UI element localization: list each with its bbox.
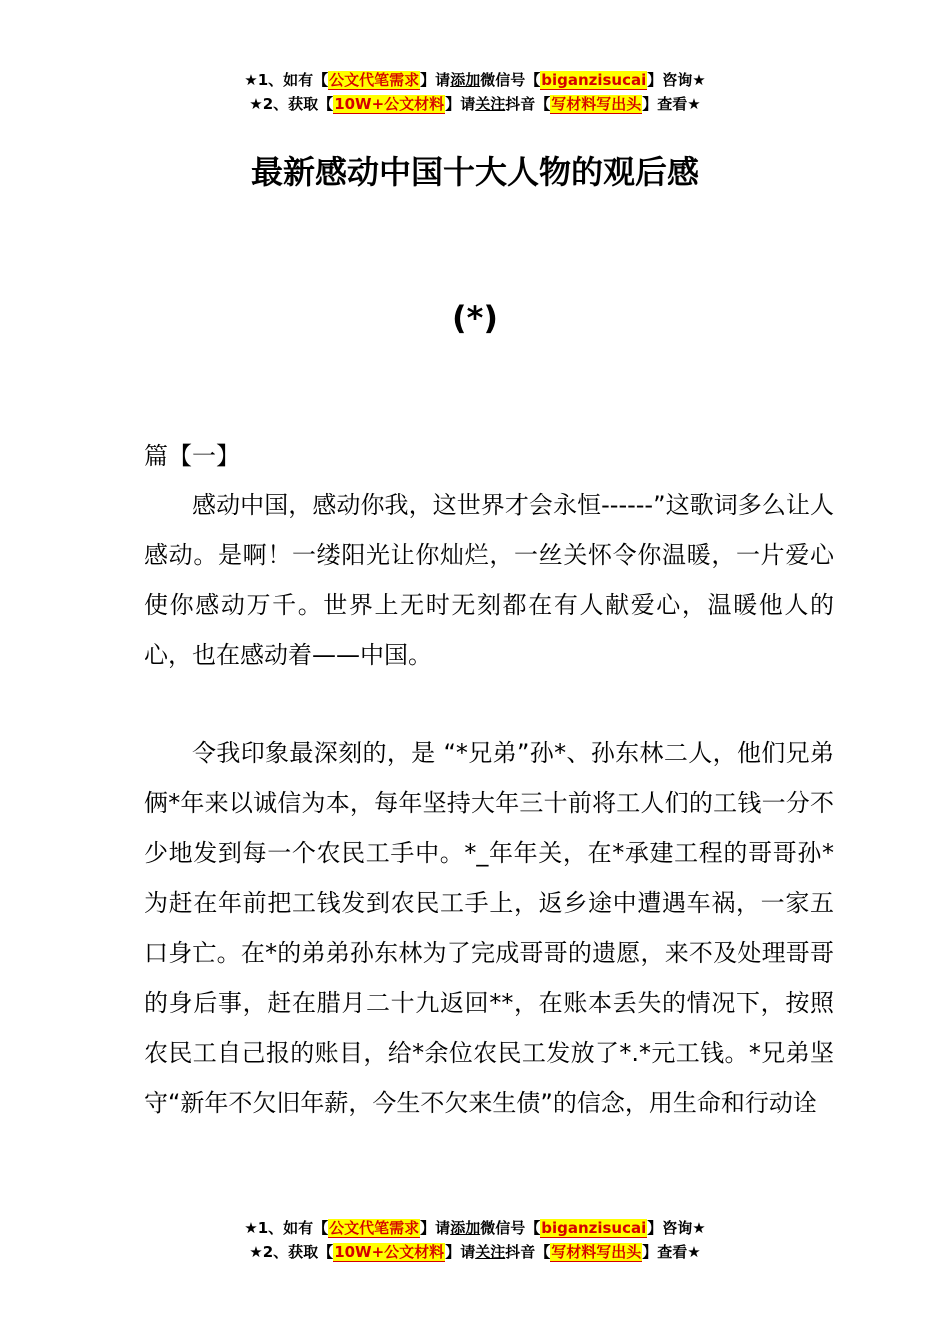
- promo-text: ★1、如有【: [244, 71, 329, 89]
- promo-highlight: biganzisucai: [541, 71, 647, 89]
- promo-highlight: 公文代笔需求: [329, 1219, 420, 1237]
- body-paragraph: 感动中国，感动你我，这世界才会永恒------”这歌词多么让人感动。是啊！一缕阳光让你灿烂，一丝关怀令你温暖，一片爱心使你感动万千。世界上无时无刻都在有人献爱心，温暖他人的心，也在感动着——中国。: [144, 491, 834, 669]
- promo-text: 】请: [445, 1243, 476, 1261]
- promo-highlight: 写材料写出头: [551, 1243, 642, 1261]
- promo-line-1: [0, 1216, 950, 1240]
- promo-text: ★1、如有【: [244, 1219, 329, 1237]
- promo-text: 】请: [420, 1219, 451, 1237]
- promo-underline: 添加: [450, 1219, 481, 1237]
- promo-line-1: [0, 68, 950, 92]
- promo-text: 】查看★: [642, 95, 701, 113]
- promo-highlight: 10W+公文材料: [334, 95, 445, 113]
- promo-text: 】请: [445, 95, 476, 113]
- promo-text: 】咨询★: [647, 1219, 706, 1237]
- promo-text: 抖音【: [505, 95, 551, 113]
- document-title: 最新感动中国十大人物的观后感: [250, 153, 699, 191]
- promo-text: 抖音【: [505, 1243, 551, 1261]
- promo-line-2: [0, 1240, 950, 1264]
- promo-text: 微信号【: [480, 71, 541, 89]
- promo-highlight: biganzisucai: [541, 1219, 647, 1237]
- document-subtitle: (*): [452, 299, 498, 337]
- promo-text: 】咨询★: [647, 71, 706, 89]
- promo-banner-bottom: [0, 1216, 950, 1264]
- promo-highlight: 公文代笔需求: [329, 71, 420, 89]
- body-paragraph: 令我印象最深刻的，是 “*兄弟”孙*、孙东林二人，他们兄弟俩*年来以诚信为本，每年坚持大年三十前将工人们的工钱一分不少地发到每一个农民工手中。*_年年关，在*承建工程的哥哥孙*为赶在年前把工钱发到农民工手上，返乡途中遭遇车祸，一家五口身亡。在*的弟弟孙东林为了完成哥哥的遗愿，来不及处理哥哥的身后事，赶在腊月二十九返回**，在账本丢失的情况下，按照农民工自己报的账目，给*余位农民工发放了*.*元工钱。*兄弟坚守“新年不欠旧年薪，今生不欠来生债”的信念，用生命和行动诠: [144, 739, 834, 1117]
- promo-text: 】请: [420, 71, 451, 89]
- promo-text: 】查看★: [642, 1243, 701, 1261]
- promo-line-2: [0, 92, 950, 116]
- promo-text: 微信号【: [480, 1219, 541, 1237]
- promo-highlight: 10W+公文材料: [334, 1243, 445, 1261]
- section-heading: 篇【一】: [144, 442, 240, 470]
- promo-banner-top: [0, 68, 950, 116]
- promo-underline: 关注: [475, 1243, 506, 1261]
- promo-underline: 关注: [475, 95, 506, 113]
- promo-text: ★2、获取【: [249, 1243, 334, 1261]
- promo-underline: 添加: [450, 71, 481, 89]
- promo-highlight: 写材料写出头: [551, 95, 642, 113]
- promo-text: ★2、获取【: [249, 95, 334, 113]
